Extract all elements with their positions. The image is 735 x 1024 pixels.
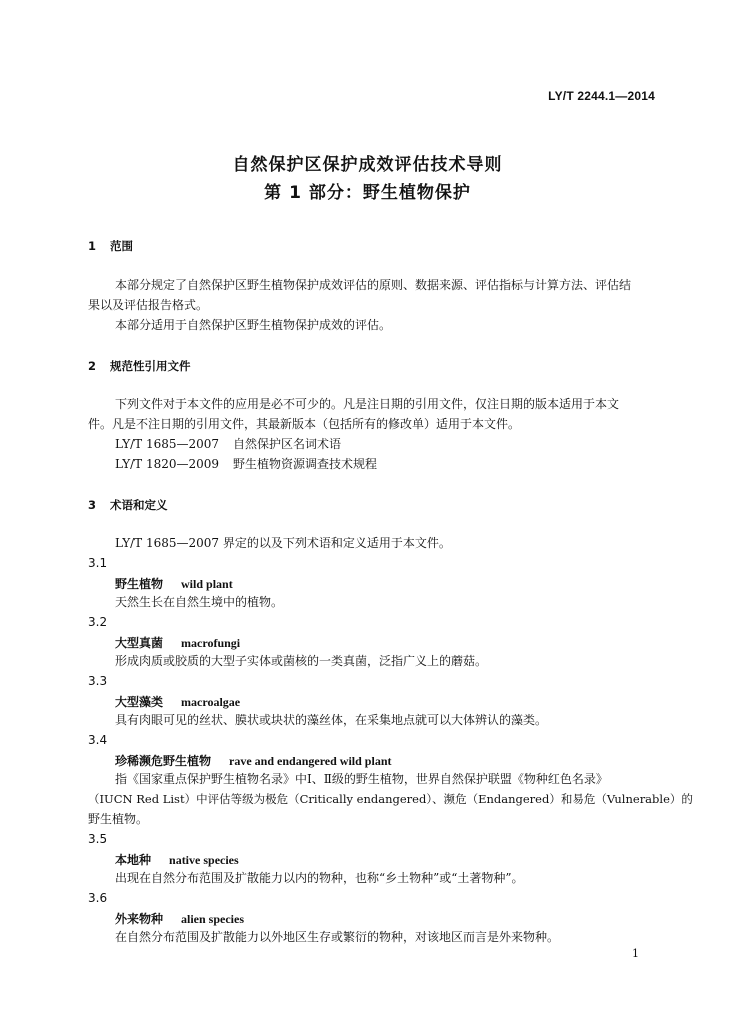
section-1-heading	[88, 238, 133, 254]
page-number: 1	[632, 947, 639, 960]
term-name	[115, 910, 244, 927]
section-1-title: 范围	[110, 239, 133, 253]
term-name-en: wild plant	[181, 577, 233, 591]
term-number: 3.3	[88, 674, 108, 688]
reference-code: LY/T 1685—2007	[115, 437, 220, 451]
term-definition: 在自然分布范围及扩散能力以外地区生存或繁衍的物种，对该地区而言是外来物种。	[115, 930, 560, 944]
term-name	[115, 752, 391, 769]
term-definition-line-1: 指《国家重点保护野生植物名录》中Ⅰ、Ⅱ级的野生植物，世界自然保护联盟《物种红色名录》	[115, 772, 608, 786]
term-definition: 出现在自然分布范围及扩散能力以内的物种，也称“乡土物种”或“土著物种”。	[115, 871, 524, 885]
term-name	[115, 851, 239, 868]
term-number: 3.5	[88, 832, 108, 846]
term-name-zh: 大型藻类	[115, 695, 164, 709]
section-3-title: 术语和定义	[110, 498, 168, 512]
section-1-paragraph-1-line-2: 果以及评估报告格式。	[88, 298, 209, 312]
term-name-en: native species	[169, 853, 239, 867]
term-number: 3.4	[88, 733, 108, 747]
section-1-number: 1	[88, 239, 97, 253]
section-2-heading	[88, 358, 191, 374]
term-name-en: macroalgae	[181, 695, 241, 709]
section-2-paragraph-line-2: 件。凡是不注日期的引用文件，其最新版本（包括所有的修改单）适用于本文件。	[88, 417, 521, 431]
term-definition-line-2: （IUCN Red List）中评估等级为极危（Critically endangered）、濒危（Endangered）和易危（Vulnerable）的	[88, 792, 693, 806]
term-definition-line-3: 野生植物。	[88, 812, 149, 826]
normative-reference	[115, 437, 341, 451]
document-title-line2: 第 1 部分：野生植物保护	[264, 183, 471, 203]
term-name-zh: 本地种	[115, 853, 152, 867]
section-2-title: 规范性引用文件	[110, 359, 191, 373]
reference-title: 野生植物资源调查技术规程	[233, 457, 378, 471]
standard-code: LY/T 2244.1—2014	[548, 89, 655, 103]
section-2-number: 2	[88, 359, 97, 373]
term-definition: 天然生长在自然生境中的植物。	[115, 595, 284, 609]
term-definition: 形成肉质或胶质的大型子实体或菌核的一类真菌，泛指广义上的蘑菇。	[115, 654, 488, 668]
term-name-zh: 外来物种	[115, 912, 164, 926]
term-name	[115, 575, 233, 592]
term-name-zh: 珍稀濒危野生植物	[115, 754, 212, 768]
section-2-paragraph-line-1: 下列文件对于本文件的应用是必不可少的。凡是注日期的引用文件，仅注日期的版本适用于本文	[115, 397, 620, 411]
term-name	[115, 693, 240, 710]
section-1-paragraph-2: 本部分适用于自然保护区野生植物保护成效的评估。	[115, 318, 392, 332]
term-name-zh: 野生植物	[115, 577, 164, 591]
section-3-heading	[88, 497, 168, 513]
term-name-en: macrofungi	[181, 636, 241, 650]
term-name-zh: 大型真菌	[115, 636, 164, 650]
term-number: 3.2	[88, 615, 108, 629]
section-3-intro: LY/T 1685—2007 界定的以及下列术语和定义适用于本文件。	[115, 536, 451, 550]
term-definition: 具有肉眼可见的丝状、膜状或块状的藻丝体，在采集地点就可以大体辨认的藻类。	[115, 713, 548, 727]
reference-title: 自然保护区名词术语	[233, 437, 342, 451]
document-title-line1: 自然保护区保护成效评估技术导则	[232, 155, 503, 175]
term-number: 3.6	[88, 891, 108, 905]
term-number: 3.1	[88, 556, 108, 570]
term-name-en: rave and endangered wild plant	[229, 754, 392, 768]
section-3-number: 3	[88, 498, 97, 512]
term-name	[115, 634, 240, 651]
normative-reference	[115, 457, 377, 471]
term-name-en: alien species	[181, 912, 245, 926]
section-1-paragraph-1-line-1: 本部分规定了自然保护区野生植物保护成效评估的原则、数据来源、评估指标与计算方法、评估结	[115, 278, 632, 292]
reference-code: LY/T 1820—2009	[115, 457, 220, 471]
